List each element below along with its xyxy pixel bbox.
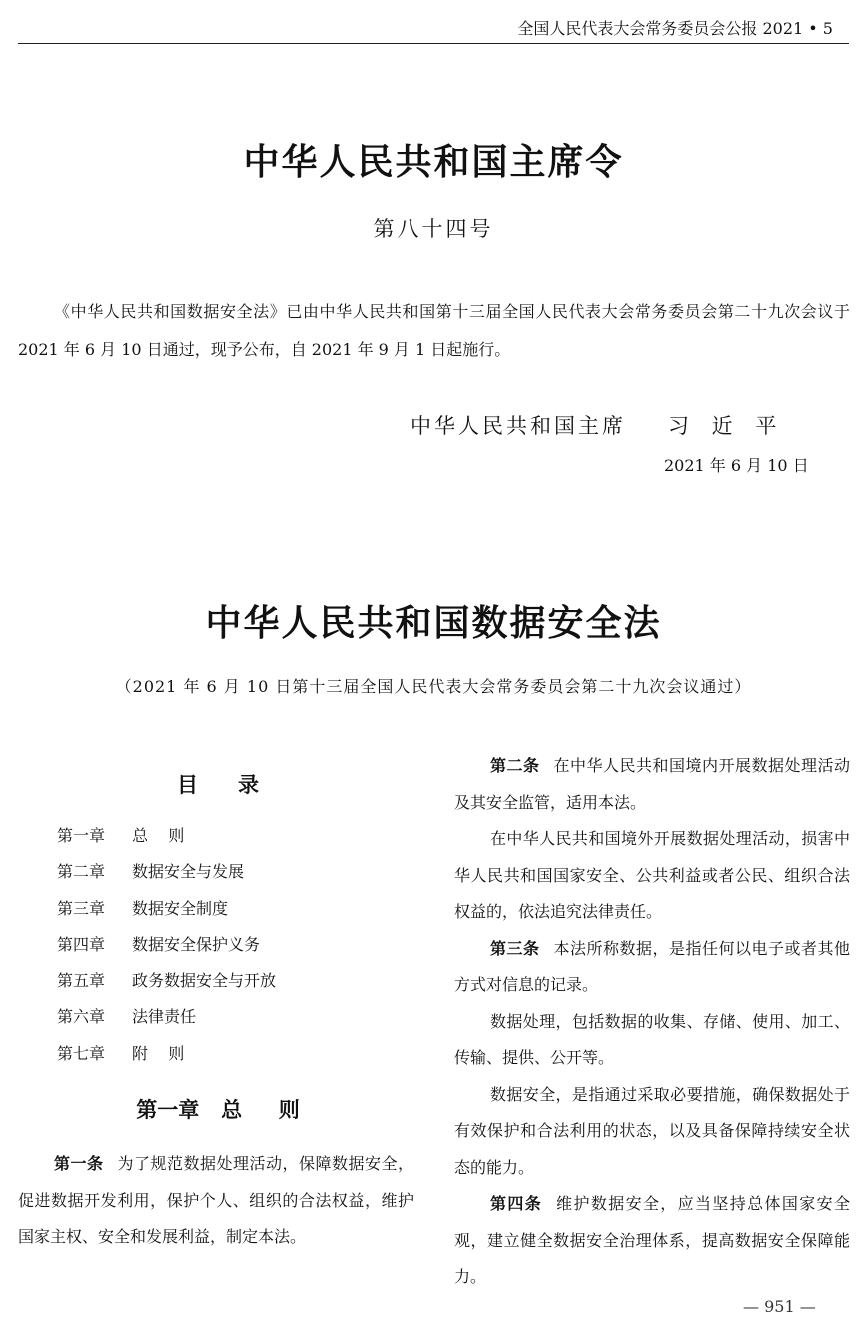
toc-chapter-title: 政务数据安全与开放: [132, 971, 277, 991]
article-4: [454, 1186, 850, 1296]
toc-chapter-title: 数据安全与发展: [132, 862, 245, 882]
toc-chapter-number: 第三章: [57, 898, 106, 918]
toc-item: [57, 818, 276, 854]
toc-chapter-number: 第五章: [57, 971, 106, 991]
toc-item: [57, 927, 276, 963]
table-of-contents: [57, 818, 276, 1072]
toc-chapter-number: 第二章: [57, 862, 106, 882]
article-number: 第二条: [490, 756, 540, 775]
toc-chapter-title: 数据安全保护义务: [132, 934, 261, 954]
article-3: [454, 931, 850, 1004]
toc-chapter-title: 附 则: [132, 1043, 185, 1063]
right-column-body: [454, 748, 850, 1296]
law-subtitle: （2021 年 6 月 10 日第十三届全国人民代表大会常务委员会第二十九次会议通过）: [115, 677, 752, 696]
order-title: 中华人民共和国主席令: [243, 141, 624, 183]
order-number: 第八十四号: [373, 217, 494, 241]
toc-item: [57, 1036, 276, 1072]
left-column-body: [18, 1146, 414, 1256]
toc-title: 目录: [177, 772, 299, 797]
toc-chapter-number: 第七章: [57, 1043, 106, 1063]
article-2-paragraph-2: 在中华人民共和国境外开展数据处理活动，损害中华人民共和国国家安全、公共利益或者公民、组织合法权益的，依法追究法律责任。: [454, 829, 850, 921]
toc-chapter-title: 数据安全制度: [132, 898, 229, 918]
decree-paragraph: 《中华人民共和国数据安全法》已由中华人民共和国第十三届全国人民代表大会常务委员会第二十九次会议于 2021 年 6 月 10 日通过，现予公布，自 2021 年 9 月 1 日起施行。: [18, 302, 850, 359]
toc-chapter-number: 第一章: [57, 826, 106, 845]
article-text: 本法所称数据，是指任何以电子或者其他方式对信息的记录。: [454, 938, 850, 994]
chapter-one-heading: 第一章 总 则: [136, 1097, 300, 1122]
article-number: 第一条: [54, 1154, 104, 1173]
toc-item: [57, 854, 276, 890]
toc-chapter-number: 第四章: [57, 934, 106, 954]
toc-chapter-title: 法律责任: [132, 1007, 197, 1027]
article-3-paragraph-2: 数据处理，包括数据的收集、存储、使用、加工、传输、提供、公开等。: [454, 1011, 850, 1067]
article-text: 维护数据安全，应当坚持总体国家安全观，建立健全数据安全治理体系，提高数据安全保障能力。: [454, 1194, 850, 1286]
toc-item: [57, 891, 276, 927]
header-rule: [18, 43, 849, 44]
page-number: — 951 —: [743, 1297, 816, 1316]
toc-chapter-title: 总 则: [132, 826, 185, 845]
article-2: [454, 748, 850, 821]
toc-chapter-number: 第六章: [57, 1007, 106, 1027]
order-date: 2021 年 6 月 10 日: [664, 456, 809, 475]
article-1: [18, 1146, 414, 1256]
signatory-name: 习 近 平: [668, 414, 785, 438]
article-number: 第四条: [490, 1194, 543, 1213]
toc-item: [57, 999, 276, 1035]
signatory-title: 中华人民共和国主席: [410, 414, 626, 438]
article-text: 在中华人民共和国境内开展数据处理活动及其安全监管，适用本法。: [454, 756, 850, 812]
article-number: 第三条: [490, 938, 540, 958]
article-text: 为了规范数据处理活动，保障数据安全，促进数据开发利用，保护个人、组织的合法权益，维护国家主权、安全和发展利益，制定本法。: [18, 1154, 414, 1246]
running-header: 全国人民代表大会常务委员会公报 2021 • 5: [517, 19, 833, 38]
toc-item: [57, 963, 276, 999]
law-title: 中华人民共和国数据安全法: [205, 602, 662, 644]
article-3-paragraph-3: 数据安全，是指通过采取必要措施，确保数据处于有效保护和合法利用的状态，以及具备保障持续安全状态的能力。: [454, 1084, 850, 1177]
